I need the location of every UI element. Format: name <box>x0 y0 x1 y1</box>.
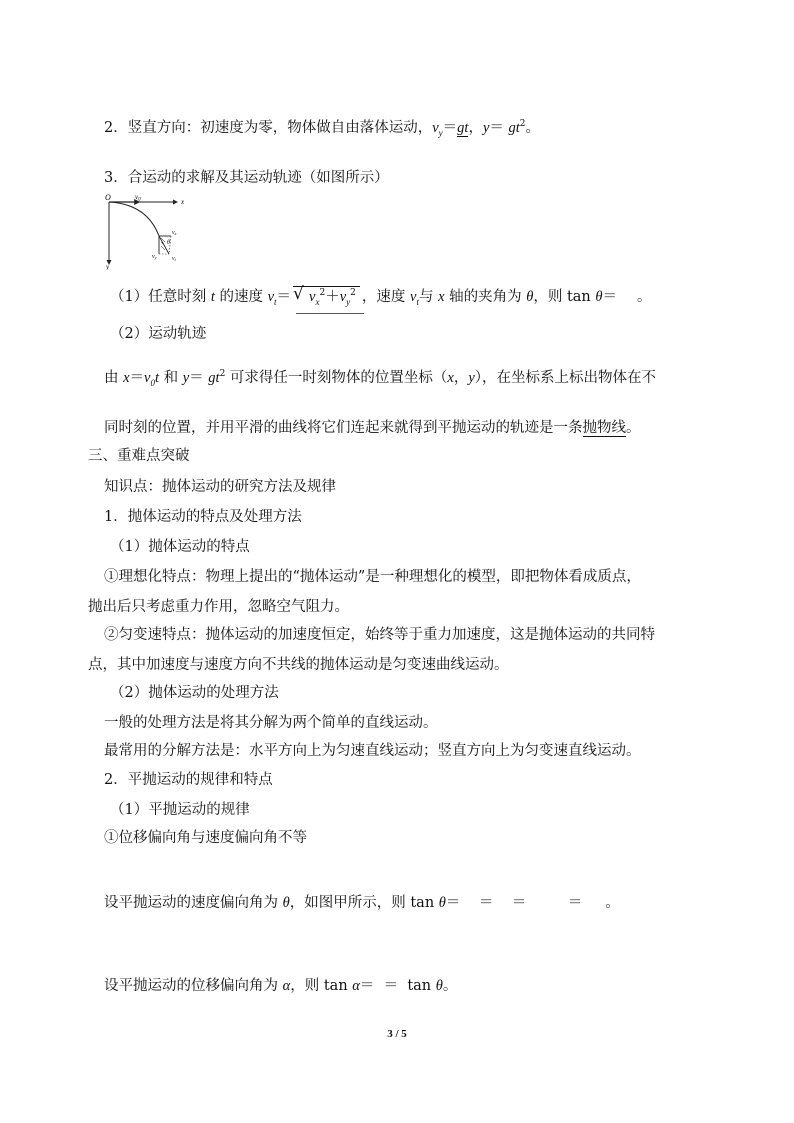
var: v <box>267 289 275 305</box>
sup: 2 <box>219 369 226 380</box>
sub: 0 <box>150 377 155 388</box>
subheading: （1）抛体运动的特点 <box>110 539 250 555</box>
text: ＝ ＝ ＝ ＝ 。 <box>445 895 620 911</box>
x-axis-label: x <box>181 198 185 206</box>
var: α <box>282 978 291 994</box>
var: y <box>482 120 490 136</box>
vy-label: vy <box>152 254 157 261</box>
vertical-motion-line <box>104 118 540 138</box>
text: 和 <box>159 370 183 386</box>
subheading: 2．平抛运动的规律和特点 <box>104 772 273 788</box>
vt-label: vt <box>172 256 176 263</box>
var: θ <box>438 895 446 911</box>
var: θ <box>435 978 443 994</box>
text: ， <box>453 370 469 386</box>
text: 由 <box>104 370 124 386</box>
text: （1）任意时刻 <box>110 289 211 305</box>
paragraph-line: 点，其中加速度与速度方向不共线的抛体运动是匀变速曲线运动。 <box>88 657 509 673</box>
text: 轴的夹角为 <box>444 289 527 305</box>
paragraph-line: ①位移偏向角与速度偏向角不等 <box>104 830 307 846</box>
var: v <box>309 289 316 305</box>
text: 同时刻的位置，并用平滑的曲线将它们连起来就得到平抛运动的轨迹是一条 <box>104 420 583 436</box>
text: 与 <box>418 289 439 305</box>
section-heading: 三、重难点突破 <box>88 448 190 464</box>
subheading: （1）平抛运动的规律 <box>110 802 250 818</box>
sup: 2 <box>319 288 326 299</box>
eq: ＝ <box>189 370 209 386</box>
var: t <box>210 289 215 305</box>
sup: 2 <box>350 288 356 299</box>
paragraph-line: 抛出后只考虑重力作用，忽略空气阻力。 <box>88 599 349 615</box>
theta-label: θ <box>167 240 170 246</box>
var: v <box>432 120 439 136</box>
paragraph-line: 最常用的分解方法是：水平方向上为匀速直线运动；竖直方向上为匀变速直线运动。 <box>104 743 641 759</box>
sub: t <box>416 296 419 307</box>
velocity-formula-line <box>110 286 652 307</box>
var: v <box>410 289 417 305</box>
var: x <box>447 370 454 386</box>
sup: 2 <box>519 119 526 130</box>
var: α <box>352 978 360 994</box>
var: gt <box>208 370 220 386</box>
text: 。 <box>626 420 641 436</box>
eq: ＝ <box>442 120 458 136</box>
var: x <box>123 370 130 386</box>
var: θ <box>595 289 603 305</box>
text: 的速度 <box>214 289 268 305</box>
text: ），在坐标系上标出物体在不 <box>474 370 657 386</box>
var: θ <box>526 289 534 305</box>
eq: ＝ <box>276 289 292 305</box>
var: gt <box>457 120 469 136</box>
var: x <box>438 289 445 305</box>
var: θ <box>282 895 290 911</box>
projectile-diagram <box>103 190 193 270</box>
parabola-conclusion-line <box>104 418 641 438</box>
text: 可求得任一时刻物体的位置坐标（ <box>225 370 448 386</box>
var: y <box>468 370 475 386</box>
knowledge-point: 知识点：抛体运动的研究方法及规律 <box>104 479 336 495</box>
sqrt-underline <box>296 313 364 314</box>
text: ， <box>468 120 483 136</box>
trajectory-heading: （2）运动轨迹 <box>110 326 207 342</box>
velocity-angle-line <box>104 893 620 913</box>
y-axis-label: y <box>106 263 110 270</box>
var: v <box>144 370 151 386</box>
text: 设平抛运动的速度偏向角为 <box>104 895 283 911</box>
text: ＝ ＝ tan <box>359 978 436 994</box>
sub: y <box>346 296 351 307</box>
var: gt <box>508 120 520 136</box>
var: y <box>182 370 190 386</box>
paragraph-line: ①理想化特点：物理上提出的“抛体运动”是一种理想化的模型，即把物体看成质点， <box>104 569 641 585</box>
text: 。 <box>442 978 458 994</box>
subheading: （2）抛体运动的处理方法 <box>110 685 279 701</box>
trajectory-curve <box>109 202 159 236</box>
sub: t <box>274 296 277 307</box>
vx-label: vx <box>172 230 177 237</box>
sub: x <box>315 296 320 307</box>
text: ，则 tan <box>290 978 353 994</box>
sqrt-expression: √ $v_x^2+v_y^2$ <box>293 286 360 307</box>
eq: ＝ <box>129 370 145 386</box>
position-formula-line <box>104 368 656 388</box>
text: ，速度 <box>361 289 410 305</box>
underlined-answer: 抛物线 <box>582 420 626 436</box>
op: ＋ <box>325 289 340 305</box>
text: 。 <box>525 120 541 136</box>
var: t <box>154 370 160 386</box>
sub: y <box>438 127 443 138</box>
page-number: 3 / 5 <box>387 1028 407 1040</box>
displacement-angle-line <box>104 976 457 996</box>
var: v <box>339 289 347 305</box>
text: 2．竖直方向：初速度为零，物体做自由落体运动， <box>104 120 433 136</box>
paragraph-line: ②匀变速特点：抛体运动的加速度恒定，始终等于重力加速度，这是抛体运动的共同特 <box>104 627 655 643</box>
text: ，如图甲所示，则 tan <box>289 895 439 911</box>
text: 。 <box>637 289 652 305</box>
origin-label: O <box>105 193 111 202</box>
subheading: 1．抛体运动的特点及处理方法 <box>104 509 302 525</box>
eq: ＝ <box>489 120 509 136</box>
eq: ＝ <box>602 289 617 305</box>
v0-label: $v_0$ <box>135 193 141 203</box>
text: 设平抛运动的位移偏向角为 <box>104 978 283 994</box>
text: ，则 tan <box>533 289 596 305</box>
paragraph-line: 一般的处理方法是将其分解为两个简单的直线运动。 <box>104 715 438 731</box>
combined-motion-heading: 3．合运动的求解及其运动轨迹（如图所示） <box>104 170 389 186</box>
